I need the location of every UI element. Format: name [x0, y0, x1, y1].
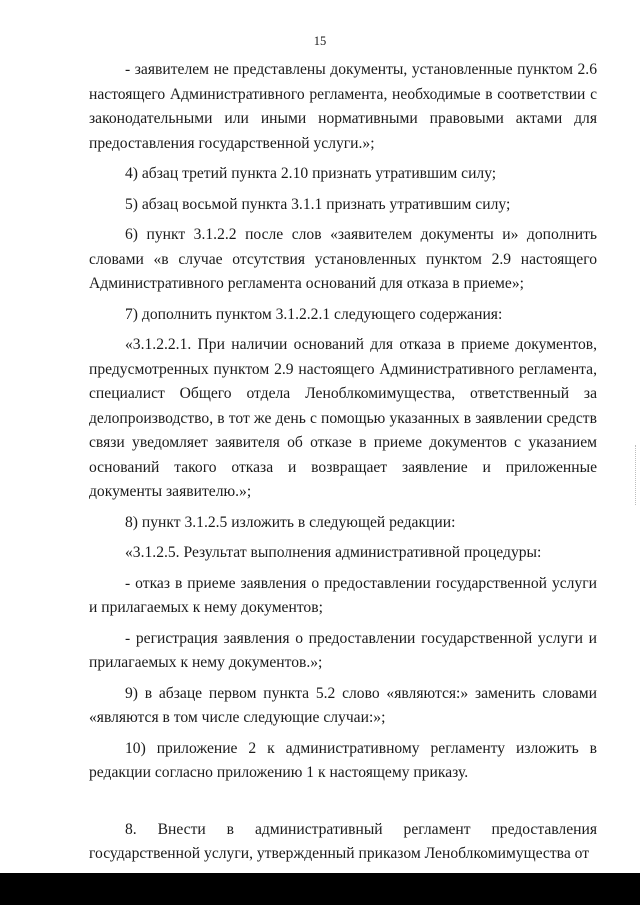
paragraph-section-8: 8. Внести в административный регламент предоставления государственной услуги, утвержденный приказом Леноблкомимущества от: [89, 820, 597, 862]
paragraph-item-9: 9) в абзаце первом пункта 5.2 слово «являются:» заменить словами «являются в том числе следующие случаи:»;: [89, 684, 597, 726]
paragraph-item-8: 8) пункт 3.1.2.5 изложить в следующей редакции:: [125, 513, 456, 531]
document-body: [89, 58, 597, 867]
scan-bottom-border: [0, 873, 640, 905]
paragraph-dash-registration: - регистрация заявления о предоставлении государственной услуги и прилагаемых к нему документов.»;: [89, 629, 597, 671]
paragraph-quote-3-1-2-5: «3.1.2.5. Результат выполнения административной процедуры:: [125, 544, 542, 561]
scan-edge-mark: [634, 445, 636, 505]
page-number: 15: [313, 34, 327, 48]
paragraph-dash-refusal: - отказ в приеме заявления о предоставлении государственной услуги и прилагаемых к нему документов;: [89, 574, 597, 616]
paragraph-item-6: 6) пункт 3.1.2.2 после слов «заявителем документы и» дополнить словами «в случае отсутствия установленных пунктом 2.9 настоящего Административного регламента оснований для отказа в приеме»;: [89, 226, 597, 292]
paragraph-item-10: 10) приложение 2 к административному регламенту изложить в редакции согласно приложению 1 к настоящему приказу.: [89, 739, 597, 781]
paragraph-item-7: 7) дополнить пунктом 3.1.2.2.1 следующего содержания:: [125, 305, 503, 323]
paragraph-quote-3-1-2-2-1: «3.1.2.2.1. При наличии оснований для отказа в приеме документов, предусмотренных пунктом 2.9 настоящего Административного регламента, специалист Общего отдела Леноблкомимущества, ответственный за делопроизводство, в тот же день с помощью указанных в заявлении средств связи уведомляет заявителя об отказе в приеме документов с указанием оснований такого отказа и возвращает заявление и приложенные документы заявителю.»;: [89, 336, 597, 500]
paragraph-item-5: 5) абзац восьмой пункта 3.1.1 признать утратившим силу;: [125, 195, 511, 213]
paragraph-dash-docs-not-provided: - заявителем не представлены документы, установленные пунктом 2.6 настоящего Административного регламента, необходимые в соответствии с законодательными или иными нормативными правовыми актами для предоставления государственной услуги.»;: [89, 61, 597, 152]
paragraph-item-4: 4) абзац третий пункта 2.10 признать утратившим силу;: [125, 165, 497, 182]
